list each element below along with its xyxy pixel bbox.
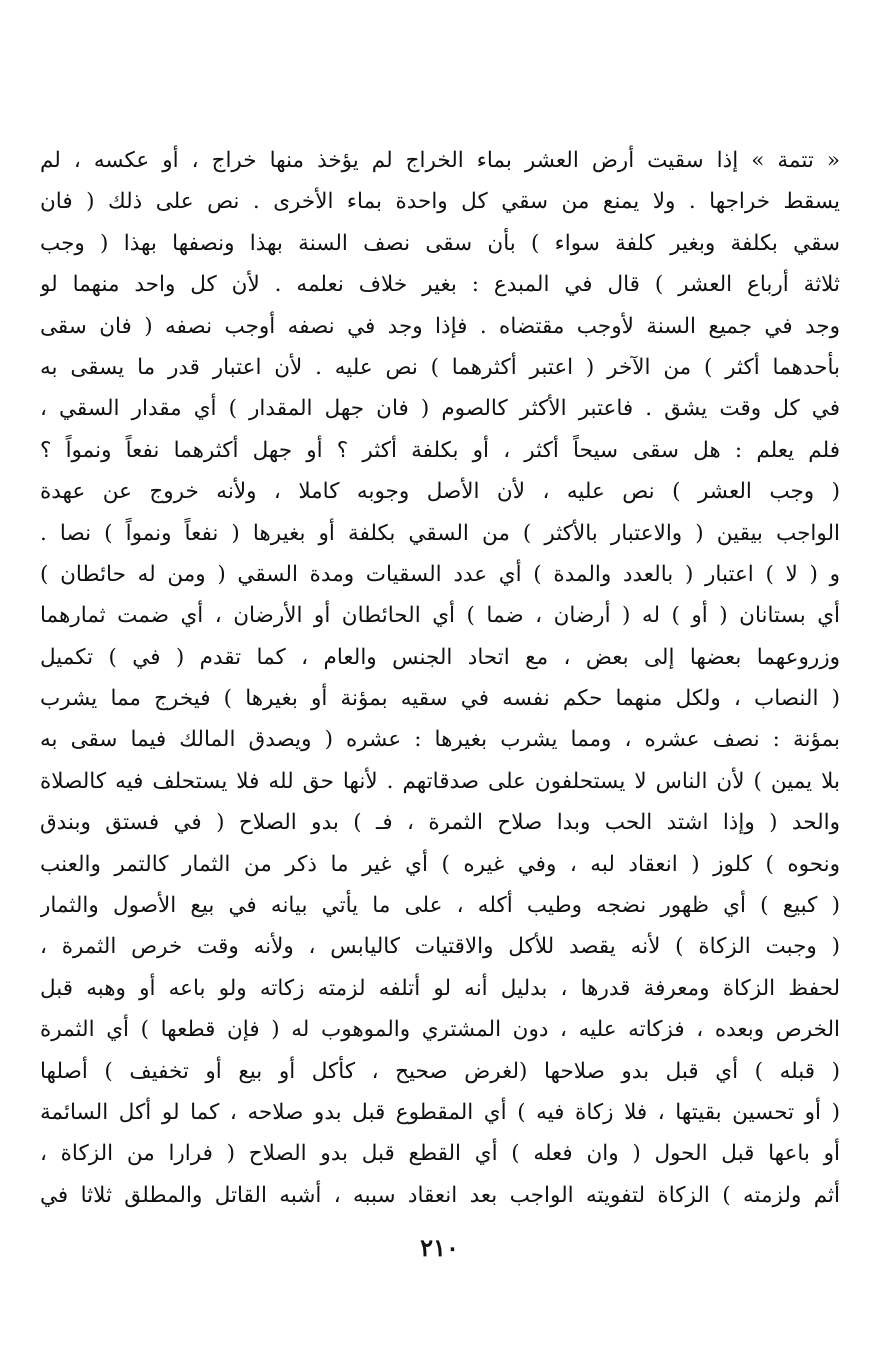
text-line: بلا يمين ) لأن الناس لا يستحلفون على صدقاتهم . لأنها حق لله فلا يستحلف فيه كالصلاة (40, 768, 840, 794)
text-line: و ( لا ) اعتبار ( بالعدد والمدة ) أي عدد السقيات ومدة السقي ( ومن له حائطان ) (40, 561, 840, 587)
text-line: بمؤنة : نصف عشره ، ومما يشرب بغيرها : عشره ( ويصدق المالك فيما سقى به (40, 727, 840, 753)
body-text (40, 140, 840, 1216)
text-line: ( قبله ) أي قبل بدو صلاحها (لغرض صحيح ، كأكل أو بيع أو تخفيف ) أصلها (40, 1058, 840, 1084)
text-line: ثلاثة أرباع العشر ) قال في المبدع : بغير خلاف نعلمه . لأن كل واحد منهما لو (40, 272, 840, 298)
text-line: وجد في جميع السنة لأوجب مقتضاه . فإذا وجد في نصفه أوجب نصفه ( فان سقى (40, 313, 840, 339)
text-line: بأحدهما أكثر ) من الآخر ( اعتبر أكثرهما ) نص عليه . لأن اعتبار قدر ما يسقى به (40, 354, 840, 380)
text-line: ( النصاب ، ولكل منهما حكم نفسه في سقيه بمؤنة أو بغيرها ) فيخرج مما يشرب (40, 686, 840, 712)
text-line: أثم ولزمته ) الزكاة لتفويته الواجب بعد انعقاد سببه ، أشبه القاتل والمطلق ثلاثا في (40, 1182, 840, 1208)
text-line: يسقط خراجها . ولا يمنع من سقي كل واحدة بماء الأخرى . نص على ذلك ( فان (40, 189, 840, 215)
text-line: فلم يعلم : هل سقى سيحاً أكثر ، أو بكلفة أكثر ؟ أو جهل أكثرهما نفعاً ونمواً ؟ (40, 437, 840, 463)
page-number: ٢١٠ (420, 1233, 459, 1262)
text-line: في كل وقت يشق . فاعتبر الأكثر كالصوم ( فان جهل المقدار ) أي مقدار السقي ، (40, 396, 840, 422)
text-line: ( وجبت الزكاة ) لأنه يقصد للأكل والاقتيات كاليابس ، ولأنه وقت خرص الثمرة ، (40, 934, 840, 960)
text-line: ( أو تحسين بقيتها ، فلا زكاة فيه ) أي المقطوع قبل بدو صلاحه ، كما لو أكل السائمة (40, 1099, 840, 1125)
text-line: سقي بكلفة وبغير كلفة سواء ) بأن سقى نصف السنة بهذا ونصفها بهذا ( وجب (40, 230, 840, 256)
text-line: والحد ( وإذا اشتد الحب وبدا صلاح الثمرة ، فـ ) بدو الصلاح ( في فستق وبندق (40, 810, 840, 836)
text-line: أو باعها قبل الحول ( وان فعله ) أي القطع قبل بدو الصلاح ( فرارا من الزكاة ، (40, 1141, 840, 1167)
text-line: وزروعهما بعضها إلى بعض ، مع اتحاد الجنس والعام ، كما تقدم ( في ) تكميل (40, 644, 840, 670)
text-line: ( وجب العشر ) نص عليه ، لأن الأصل وجوبه كاملا ، ولأنه خروج عن عهدة (40, 479, 840, 505)
text-line: الخرص وبعده ، فزكاته عليه ، دون المشتري والموهوب له ( فإن قطعها ) أي الثمرة (40, 1017, 840, 1043)
text-line: أي بستانان ( أو ) له ( أرضان ، ضما ) أي الحائطان أو الأرضان ، أي ضمت ثمارهما (40, 603, 840, 629)
text-line: ( كبيع ) أي ظهور نضجه وطيب أكله ، على ما يأتي بيانه في بيع الأصول والثمار (40, 893, 840, 919)
text-line: الواجب بيقين ( والاعتبار بالأكثر ) من السقي بكلفة أو بغيرها ( نفعاً ونمواً ) نصا . (40, 520, 840, 546)
text-line: ونحوه ) كلوز ( انعقاد لبه ، وفي غيره ) أي غير ما ذكر من الثمار كالتمر والعنب (40, 851, 840, 877)
text-line: « تتمة » إذا سقيت أرض العشر بماء الخراج لم يؤخذ منها خراج ، أو عكسه ، لم (40, 148, 840, 173)
text-line: لحفظ الزكاة ومعرفة قدرها ، بدليل أنه لو أتلفه لزمته زكاته ولو باعه أو وهبه قبل (40, 975, 840, 1001)
